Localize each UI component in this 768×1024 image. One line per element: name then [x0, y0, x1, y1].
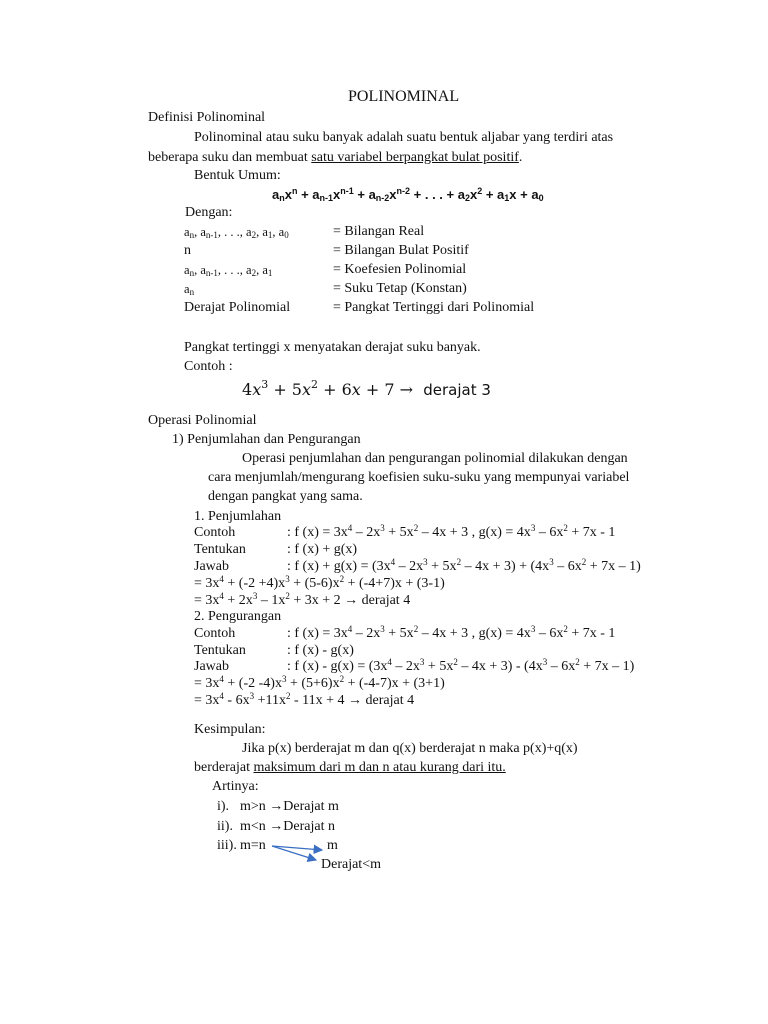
- definition-paragraph-line2: beberapa suku dan membuat satu variabel berpangkat bulat positif.: [148, 150, 523, 165]
- addition-tentukan-label: Tentukan: [194, 542, 246, 557]
- general-form-label: Bentuk Umum:: [194, 168, 281, 183]
- page-title: POLINOMINAL: [348, 88, 460, 105]
- example-degree: derajat 3: [423, 381, 491, 399]
- operation-text-line1: Operasi penjumlahan dan pengurangan polinomial dilakukan dengan: [242, 451, 628, 466]
- subtraction-heading: 2. Pengurangan: [194, 609, 282, 624]
- subtraction-step-1: = $3x^4 + (-2$ $-4)x^3 + (5+6)x^2 + (-4-7)x + (3+1)$: [194, 674, 445, 691]
- addition-contoh-value: : f $(x) = 3x^4 - 2x^3 + 5x^2 - 4x + 3$ , $g(x) = 4x^3 - 6x^2 + 7x - 1$: [287, 523, 616, 540]
- term-lhs-3: $a_n$, $a_{n-1}$, . . ., $a_2$, $a_1$: [184, 263, 273, 278]
- addition-contoh-label: Contoh: [194, 525, 236, 540]
- term-rhs-3: = Koefesien Polinomial: [333, 262, 467, 277]
- subtraction-step-2: = $3x^4 - 6x^3 +11x^2 - 11x + 4$ → derajat 4: [194, 691, 415, 708]
- conclusion-underlined: maksimum dari m dan n atau kurang dari itu.: [253, 760, 506, 775]
- term-lhs-5: Derajat Polinomial: [184, 300, 291, 315]
- case-1: i). m>n →Derajat m: [217, 799, 339, 814]
- addition-jawab-label: Jawab: [194, 559, 229, 574]
- subtraction-jawab-value: : f $(x) - g(x) = (3x^4 - 2x^3 + 5x^2 - 4x + 3) - (4x^3 - 6x^2 + 7x - 1)$: [287, 657, 635, 674]
- operation-item-1: 1) Penjumlahan dan Pengurangan: [172, 432, 361, 447]
- term-rhs-1: = Bilangan Real: [333, 224, 425, 239]
- subtraction-contoh-label: Contoh: [194, 626, 236, 641]
- subtraction-jawab-label: Jawab: [194, 659, 229, 674]
- case-3-result-2: Derajat<m: [321, 857, 381, 872]
- conclusion-line1: Jika p(x) berderajat m dan q(x) berderajat n maka p(x)+q(x): [242, 741, 578, 756]
- conclusion-heading: Kesimpulan:: [194, 722, 266, 737]
- underlined-key-phrase: satu variabel berpangkat bulat positif: [311, 150, 519, 165]
- term-lhs-4: $a_n$: [184, 282, 195, 297]
- operation-text-line2: cara menjumlah/mengurang koefisien suku-suku yang mempunyai variabel: [208, 470, 630, 485]
- general-form-formula: $a_nx^n + a_{n-1}x^{n-1} + a_{n-2}x^{n-2}$ + . . . + $a_2x^2 + a_1x + a_0$: [272, 186, 544, 203]
- term-lhs-2: n: [184, 243, 191, 258]
- addition-jawab-value: : f $(x) + g(x) = (3x^4 - 2x^3 + 5x^2 - 4x + 3) + (4x^3 - 6x^2 + 7x - 1)$: [287, 557, 641, 574]
- subtraction-tentukan-value: : f (x) - g(x): [287, 643, 354, 658]
- subtraction-contoh-value: : f $(x) = 3x^4 - 2x^3 + 5x^2 - 4x + 3$ , $g(x) = 4x^3 - 6x^2 + 7x - 1$: [287, 624, 616, 641]
- contoh-label: Contoh :: [184, 359, 233, 374]
- example-polynomial: $4x^3 + 5x^2 + 6x + 7$ → derajat 3: [242, 378, 491, 399]
- degree-note: Pangkat tertinggi x menyatakan derajat suku banyak.: [184, 340, 481, 355]
- addition-result-degree: derajat 4: [361, 593, 411, 608]
- operation-text-line3: dengan pangkat yang sama.: [208, 489, 363, 504]
- operations-heading: Operasi Polinomial: [148, 413, 257, 428]
- addition-tentukan-value: : f (x) + g(x): [287, 542, 358, 557]
- term-rhs-4: = Suku Tetap (Konstan): [333, 281, 467, 296]
- subtraction-tentukan-label: Tentukan: [194, 643, 246, 658]
- definition-paragraph-line1: Polinominal atau suku banyak adalah suatu bentuk aljabar yang terdiri atas: [194, 130, 614, 145]
- term-lhs-1: $a_n$, $a_{n-1}$, . . ., $a_2$, $a_1$, $a_0$: [184, 225, 289, 240]
- subtraction-result-degree: derajat 4: [365, 693, 415, 708]
- case-3: iii). m=n: [217, 838, 266, 853]
- case-3-result-1: m: [327, 838, 338, 853]
- term-rhs-5: = Pangkat Tertinggi dari Polinomial: [333, 300, 535, 315]
- term-rhs-2: = Bilangan Bulat Positif: [333, 243, 469, 258]
- case-2: ii). m<n →Derajat n: [217, 819, 335, 834]
- artinya-label: Artinya:: [212, 779, 259, 794]
- definition-heading: Definisi Polinominal: [148, 110, 266, 125]
- conclusion-line2: berderajat maksimum dari m dan n atau kurang dari itu.: [194, 760, 506, 775]
- addition-step-1: = $3x^4 + (-2 +4)x^3 + (5-6)x^2 + (-4+7)x + (3-1)$: [194, 574, 445, 591]
- addition-step-2: = $3x^4 + 2x^3 - 1x^2 + 3x + 2$ → derajat 4: [194, 591, 411, 608]
- dengan-label: Dengan:: [185, 205, 233, 220]
- addition-heading: 1. Penjumlahan: [194, 509, 282, 524]
